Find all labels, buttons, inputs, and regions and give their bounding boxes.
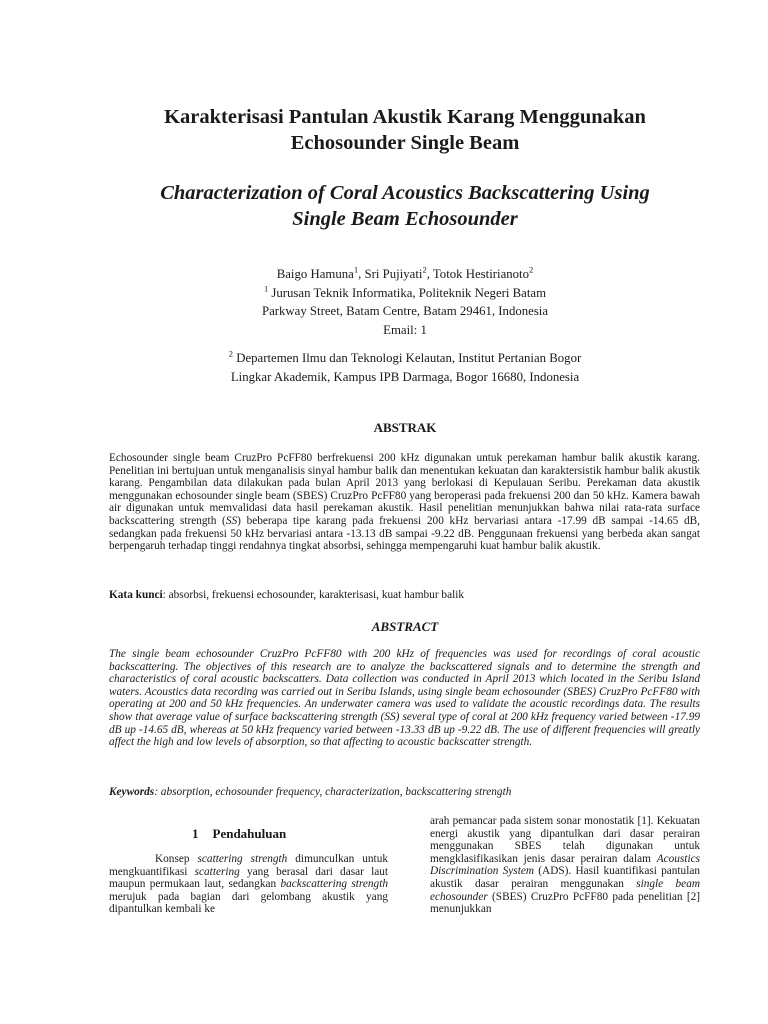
author-list	[110, 265, 700, 284]
title-english	[80, 180, 730, 232]
author-affil-marker: 1	[353, 264, 359, 275]
abstrak-text-part: Echosounder single beam CruzPro PcFF80 berfrekuensi 200 kHz digunakan untuk perekaman hambur balik akustik karang. Penelitian ini bertujuan untuk menganalisis sinyal hambur balik dan menentukan kekuatan dan karaktersistik hambur balik akustik karang. Pengambilan data dilakukan pada bulan April 2013 yang berlokasi di Kepulauan Seribu. Perekaman data akustik menggunakan echosounder single beam (SBES) CruzPro PcFF80 yang beroperasi pada frekuensi 200 dan 50 kHz. Kamera bawah air digunakan untuk memvalidasi data hasil perekaman akustik. Hasil penelitian menunjukkan bahwa nilai rata-rata surface backscattering strength (	[109, 452, 700, 527]
abstrak-paragraph	[109, 452, 700, 553]
author-separator: ,	[426, 267, 433, 281]
author-separator: ,	[358, 267, 365, 281]
affiliation-1	[110, 284, 700, 303]
affiliation-2	[110, 349, 700, 368]
author-block	[110, 265, 700, 386]
kata-kunci-line	[109, 589, 709, 601]
body-text: Konsep	[155, 853, 198, 865]
body-text: merujuk pada bagian dari gelombang akustik yang dipantulkan kembali ke	[109, 890, 388, 916]
abstrak-heading: ABSTRAK	[373, 420, 437, 435]
abstract-paragraph: The single beam echosounder CruzPro PcFF80 with 200 kHz of frequencies was used for recordings of coral acoustic backscattering. The objectives of this research are to analyze the backscattered signals and to determine the strength and characteristics of coral acoustic backscatters. Data collection was conducted in April 2013 which located in the Seribu Island waters. Acoustics data recording was carried out in Seribu Islands, using single beam echosounder (SBES) CruzPro PcFF80 with operating at 200 and 50 kHz frequencies. An underwater camera was used to validate the acoustic recordings data. The results show that average value of surface backscattering strength (SS) several type of coral at 200 kHz frequency varied between -17.99 dB up -14.65 dB, whereas at 50 kHz frequency varied between -13.33 dB up -9.22 dB. The use of different frequencies will greatly affect the high and low levels of absorption, so that affecting to acoustic backscatter strength.	[109, 648, 700, 749]
title-english-line: Single Beam Echosounder	[292, 208, 518, 230]
body-italic-term: scattering	[194, 865, 240, 878]
affiliation-address: Lingkar Akademik, Kampus IPB Darmaga, Bogor 16680, Indonesia	[230, 369, 580, 384]
abstrak-italic-term: SS	[225, 514, 238, 527]
abstrak-text-part: ) beberapa tipe karang pada frekuensi 200 kHz bervariasi antara -17.99 dB sampai -14.65 dB, sedangkan pada frekuensi 50 kHz bervariasi antara -13.13 dB sampai -9.22 dB. Penggunaan frekuensi yang berbeda akan sangat berpengaruh terhadap tinggi rendahnya tingkat absorbsi, sehingga mempengaruhi kuat hambur balik akustik.	[109, 514, 700, 553]
body-italic-term: backscattering strength	[280, 878, 388, 891]
abstract-heading: ABSTRACT	[371, 619, 439, 634]
body-text: dimunculkan untuk mengkuantifikasi	[109, 853, 388, 878]
keywords-value: : absorption, echosounder frequency, characterization, backscattering strength	[154, 786, 512, 798]
affiliation-line: Jurusan Teknik Informatika, Politeknik Negeri Batam	[268, 285, 547, 300]
keywords-label: Keywords	[109, 786, 155, 798]
title-indonesian-line: Karakterisasi Pantulan Akustik Karang Menggunakan	[164, 106, 646, 128]
author-name: Sri Pujiyati	[364, 267, 423, 281]
body-column-right	[430, 815, 700, 916]
body-column-left	[109, 853, 388, 916]
section-number: 1	[192, 826, 199, 841]
body-text: arah pemancar pada sistem sonar monostatik [1]. Kekuatan energi akustik yang dipantulkan dari dasar perairan menggunakan SBES telah digunakan untuk mengklasifikasikan jenis dasar perairan dalam	[430, 815, 700, 865]
body-italic-term: scattering strength	[197, 853, 288, 865]
author-affil-marker: 2	[529, 264, 534, 275]
section-heading-introduction	[192, 826, 286, 842]
affiliation-address: Parkway Street, Batam Centre, Batam 29461, Indonesia	[261, 304, 549, 318]
kata-kunci-value: : absorbsi, frekuensi echosounder, karakterisasi, kuat hambur balik	[162, 589, 465, 601]
email-line: Email: 1	[383, 322, 427, 337]
body-text: (ADS). Hasil kuantifikasi pantulan akustik dasar perairan menggunakan	[430, 865, 701, 890]
author-affil-marker: 2	[422, 264, 427, 275]
title-indonesian	[80, 104, 730, 156]
body-text: yang berasal dari dasar laut maupun permukaan laut, sedangkan	[109, 865, 389, 891]
affiliation-marker: 2	[228, 348, 234, 359]
title-indonesian-line: Echosounder Single Beam	[290, 132, 520, 154]
section-title: Pendahuluan	[212, 826, 287, 841]
author-name: Totok Hestirianoto	[432, 267, 530, 281]
title-english-line: Characterization of Coral Acoustics Backscattering Using	[160, 182, 650, 204]
affiliation-marker: 1	[263, 283, 269, 294]
body-text: (SBES) CruzPro PcFF80 pada penelitian [2] menunjukkan	[430, 890, 700, 916]
body-italic-term: single beam echosounder	[430, 877, 700, 903]
keywords-line	[109, 786, 709, 798]
affiliation-line: Departemen Ilmu dan Teknologi Kelautan, Institut Pertanian Bogor	[233, 351, 582, 365]
kata-kunci-label: Kata kunci	[109, 589, 163, 601]
author-name: Baigo Hamuna	[276, 267, 354, 281]
body-italic-term: Acoustics Discrimination System	[430, 852, 700, 878]
